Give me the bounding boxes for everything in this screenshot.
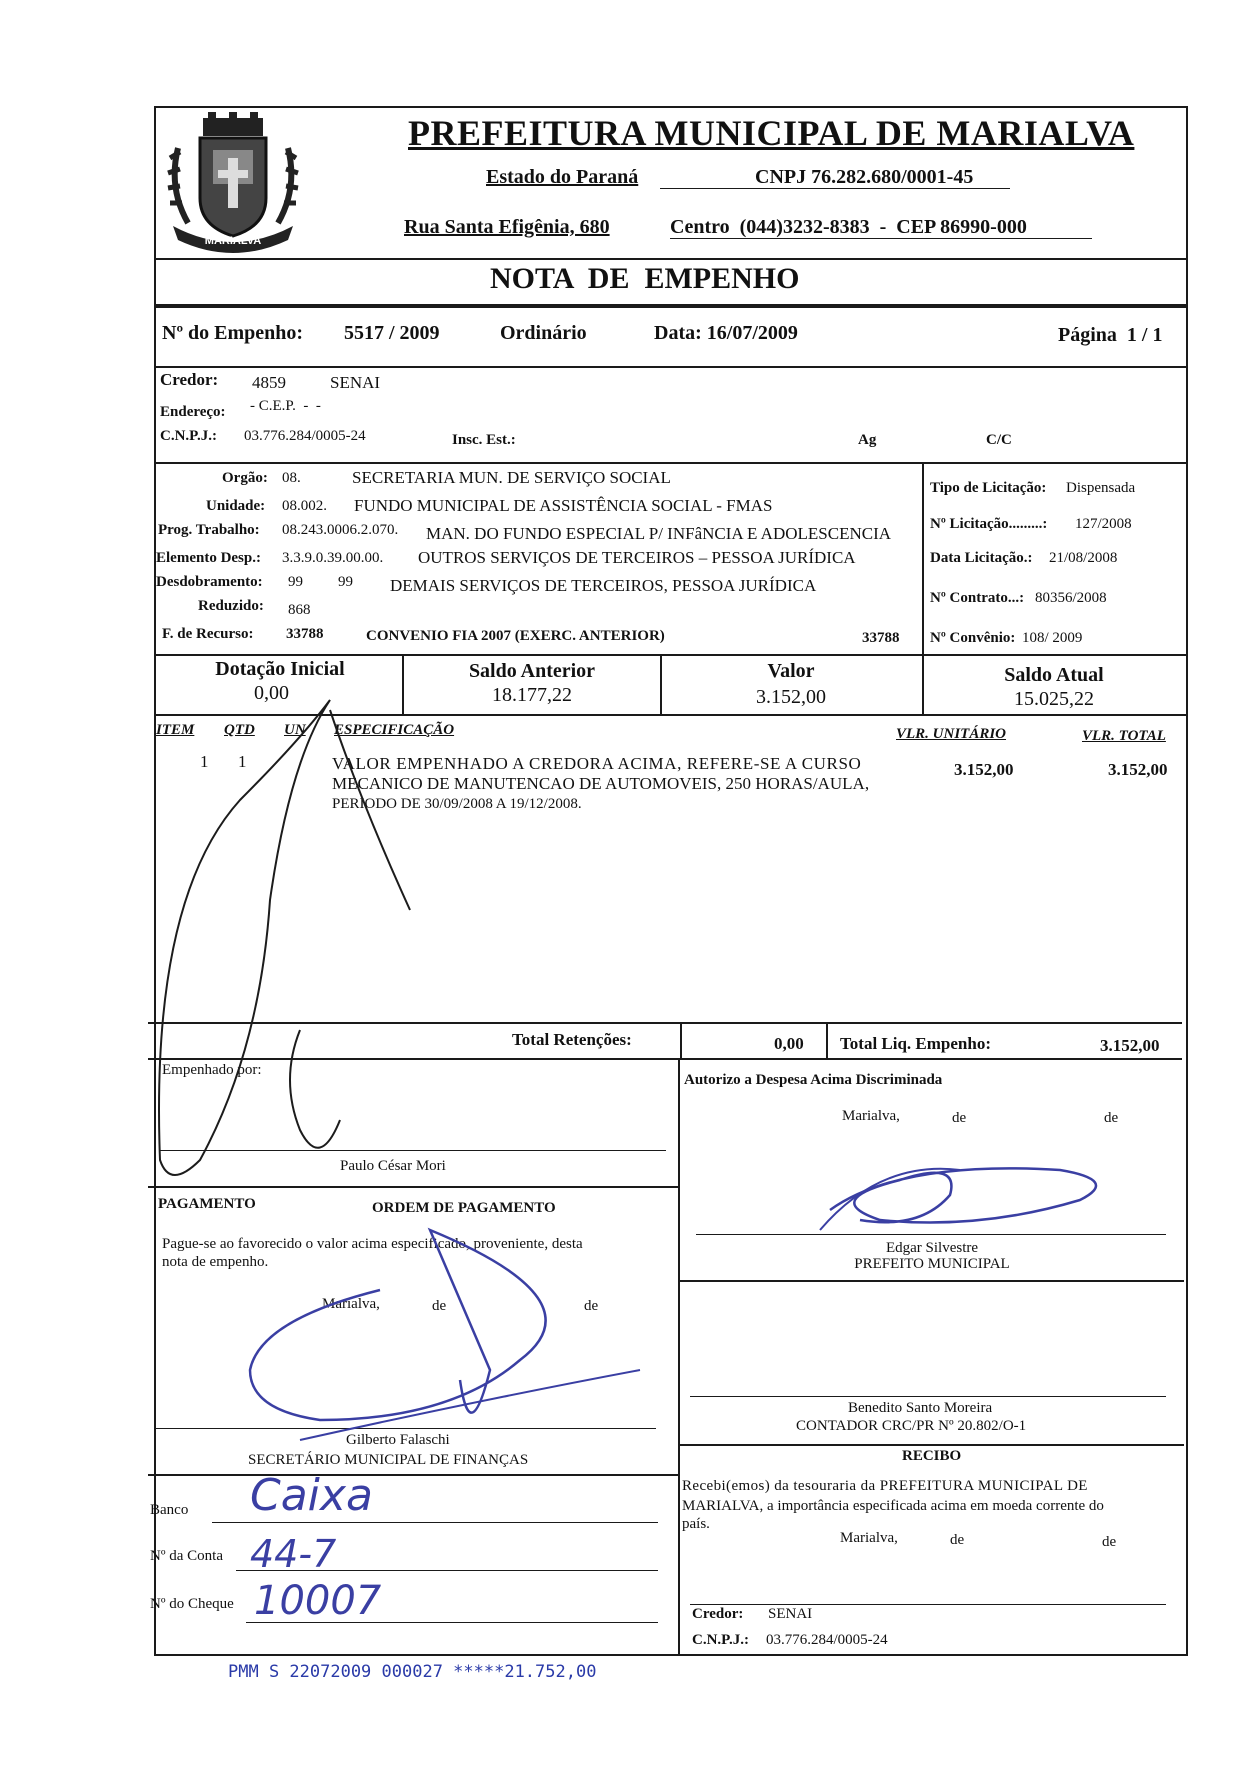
contrato-label: Nº Contrato...:	[930, 590, 1025, 606]
item-desc-line2: MECANICO DE MANUTENCAO DE AUTOMOVEIS, 250 HORAS/AULA,	[332, 774, 870, 793]
item-desc-line1: VALOR EMPENHADO A CREDORA ACIMA, REFERE-SE A CURSO	[332, 754, 862, 773]
header-cnpj: CNPJ 76.282.680/0001-45	[755, 166, 974, 188]
empenho-type: Ordinário	[500, 322, 587, 344]
contador-name: Benedito Santo Moreira	[848, 1400, 993, 1416]
stamp-line: PMM S 22072009 000027 *****21.752,00	[228, 1662, 597, 1682]
prog-desc: MAN. DO FUNDO ESPECIAL P/ INFâNCIA E ADOLESCENCIA	[426, 524, 892, 543]
licitacao-tipo: Dispensada	[1066, 480, 1136, 496]
desd-code2: 99	[338, 574, 353, 590]
autorizo-de1: de	[952, 1110, 967, 1126]
pagamento-de1: de	[432, 1298, 447, 1314]
recibo-text-1: Recebi(emos) da tesouraria da PREFEITURA MUNICIPAL DE	[682, 1478, 1088, 1494]
autorizo-label: Autorizo a Despesa Acima Discriminada	[684, 1072, 943, 1088]
valor-label: Valor	[767, 660, 815, 682]
recibo-place: Marialva,	[840, 1530, 898, 1546]
valor-value: 3.152,00	[756, 686, 826, 708]
recurso-desc: CONVENIO FIA 2007 (EXERC. ANTERIOR)	[366, 628, 665, 644]
credor-label: Credor:	[160, 370, 219, 389]
prefeito-name: Edgar Silvestre	[885, 1240, 979, 1256]
licitacao-tipo-label: Tipo de Licitação:	[930, 480, 1047, 496]
licitacao-data-label: Data Licitação.:	[930, 550, 1033, 566]
conta-label: Nº da Conta	[150, 1548, 223, 1564]
cheque-label: Nº do Cheque	[150, 1596, 234, 1612]
dotacao-label: Dotação Inicial	[215, 658, 345, 680]
secretario-name: Gilberto Falaschi	[346, 1432, 450, 1448]
recibo-de2: de	[1102, 1534, 1117, 1550]
elem-desc: OUTROS SERVIÇOS DE TERCEIROS – PESSOA JURÍDICA	[418, 548, 856, 567]
desd-label: Desdobramento:	[156, 574, 263, 590]
item-unit-value: 3.152,00	[954, 760, 1014, 779]
unidade-code: 08.002.	[282, 498, 327, 514]
pagamento-de2: de	[584, 1298, 599, 1314]
header-state: Estado do Paraná	[486, 166, 639, 188]
banco-label: Banco	[150, 1502, 189, 1518]
cheque-value: 10007	[254, 1578, 382, 1624]
saldo-atual-value: 15.025,22	[1014, 688, 1094, 710]
recurso-label: F. de Recurso:	[162, 626, 254, 642]
pagamento-text-2: nota de empenho.	[162, 1254, 269, 1270]
header-address: Centro (044)3232-8383 - CEP 86990-000	[670, 216, 1027, 238]
recibo-de1: de	[950, 1532, 965, 1548]
insc-label: Insc. Est.:	[452, 432, 516, 448]
col-espec-header: ESPECIFICAÇÃO	[334, 722, 455, 738]
empenhado-name: Paulo César Mori	[340, 1158, 446, 1174]
item-number: 1	[200, 752, 209, 771]
empenho-number: 5517 / 2009	[344, 322, 440, 344]
prog-code: 08.243.0006.2.070.	[282, 522, 399, 538]
header-street: Rua Santa Efigênia, 680	[404, 216, 610, 238]
recibo-credor: SENAI	[768, 1606, 813, 1622]
conta-value: 44-7	[250, 1532, 337, 1576]
recibo-cnpj: 03.776.284/0005-24	[766, 1632, 888, 1648]
orgao-code: 08.	[282, 470, 301, 486]
convenio-label: Nº Convênio:	[930, 630, 1016, 646]
secretario-role: SECRETÁRIO MUNICIPAL DE FINANÇAS	[248, 1452, 529, 1468]
cc-label: C/C	[986, 432, 1012, 448]
endereco-label: Endereço:	[160, 404, 226, 420]
pagamento-place: Marialva,	[322, 1296, 380, 1312]
reduzido-label: Reduzido:	[198, 598, 264, 614]
recurso-code: 33788	[286, 626, 324, 642]
recibo-credor-label: Credor:	[692, 1606, 744, 1622]
credor-name: SENAI	[330, 373, 381, 392]
prefeito-role: PREFEITO MUNICIPAL	[854, 1256, 1010, 1272]
col-item-header: ITEM	[156, 722, 195, 738]
empenho-page: Página 1 / 1	[1058, 324, 1163, 346]
reduzido-value: 868	[288, 602, 311, 618]
elem-label: Elemento Desp.:	[156, 550, 261, 566]
orgao-label: Orgão:	[222, 470, 268, 486]
autorizo-de2: de	[1104, 1110, 1119, 1126]
recibo-title: RECIBO	[902, 1448, 962, 1464]
convenio-num: 108/ 2009	[1022, 630, 1083, 646]
saldo-atual-label: Saldo Atual	[1004, 664, 1104, 686]
recibo-text-3: país.	[682, 1516, 710, 1532]
crest-banner-text: MARIALVA	[204, 235, 262, 247]
recurso-code2: 33788	[862, 630, 900, 646]
licitacao-num-label: Nº Licitação.........:	[930, 516, 1048, 532]
contador-role: CONTADOR CRC/PR Nº 20.802/O-1	[796, 1418, 1027, 1434]
item-total-value: 3.152,00	[1108, 760, 1168, 779]
empenho-label: Nº do Empenho:	[162, 322, 304, 344]
banco-value: Caixa	[250, 1470, 373, 1521]
unidade-label: Unidade:	[206, 498, 266, 514]
col-qtd-header: QTD	[224, 722, 255, 738]
total-retencoes-value: 0,00	[774, 1034, 804, 1053]
dotacao-value: 0,00	[254, 682, 289, 704]
item-desc-line3: PERIODO DE 30/09/2008 A 19/12/2008.	[332, 796, 582, 812]
licitacao-num: 127/2008	[1075, 516, 1132, 532]
desd-desc: DEMAIS SERVIÇOS DE TERCEIROS, PESSOA JURÍDICA	[390, 576, 817, 595]
desd-code1: 99	[288, 574, 303, 590]
elem-code: 3.3.9.0.39.00.00.	[282, 550, 384, 566]
empenhado-label: Empenhado por:	[162, 1062, 262, 1078]
total-retencoes-label: Total Retenções:	[512, 1030, 632, 1049]
prog-label: Prog. Trabalho:	[158, 522, 260, 538]
orgao-desc: SECRETARIA MUN. DE SERVIÇO SOCIAL	[352, 468, 671, 487]
ordem-label: ORDEM DE PAGAMENTO	[372, 1200, 556, 1216]
col-unit-header: VLR. UNITÁRIO	[896, 726, 1007, 742]
total-liq-label: Total Liq. Empenho:	[840, 1034, 991, 1053]
cnpj-value: 03.776.284/0005-24	[244, 428, 366, 444]
autorizo-place: Marialva,	[842, 1108, 900, 1124]
recibo-text-2: MARIALVA, a importância especificada acima em moeda corrente do	[682, 1498, 1104, 1514]
total-liq-value: 3.152,00	[1100, 1036, 1160, 1055]
empenho-date: Data: 16/07/2009	[654, 322, 798, 344]
item-qtd: 1	[238, 752, 247, 771]
credor-code: 4859	[252, 373, 286, 392]
endereco-value: - C.E.P. - -	[250, 398, 321, 414]
licitacao-data: 21/08/2008	[1049, 550, 1118, 566]
contrato-num: 80356/2008	[1035, 590, 1107, 606]
ag-label: Ag	[858, 432, 877, 448]
pagamento-text-1: Pague-se ao favorecido o valor acima especificado, proveniente, desta	[162, 1236, 583, 1252]
cnpj-label: C.N.P.J.:	[160, 428, 217, 444]
saldo-anterior-label: Saldo Anterior	[468, 660, 596, 682]
recibo-cnpj-label: C.N.P.J.:	[692, 1632, 749, 1648]
pagamento-label: PAGAMENTO	[158, 1196, 256, 1212]
col-un-header: UN	[284, 722, 306, 738]
unidade-desc: FUNDO MUNICIPAL DE ASSISTÊNCIA SOCIAL - FMAS	[354, 496, 773, 515]
document-title: NOTA DE EMPENHO	[490, 262, 800, 295]
col-total-header: VLR. TOTAL	[1082, 728, 1166, 744]
header-title: PREFEITURA MUNICIPAL DE MARIALVA	[408, 113, 1135, 153]
saldo-anterior-value: 18.177,22	[492, 684, 572, 706]
